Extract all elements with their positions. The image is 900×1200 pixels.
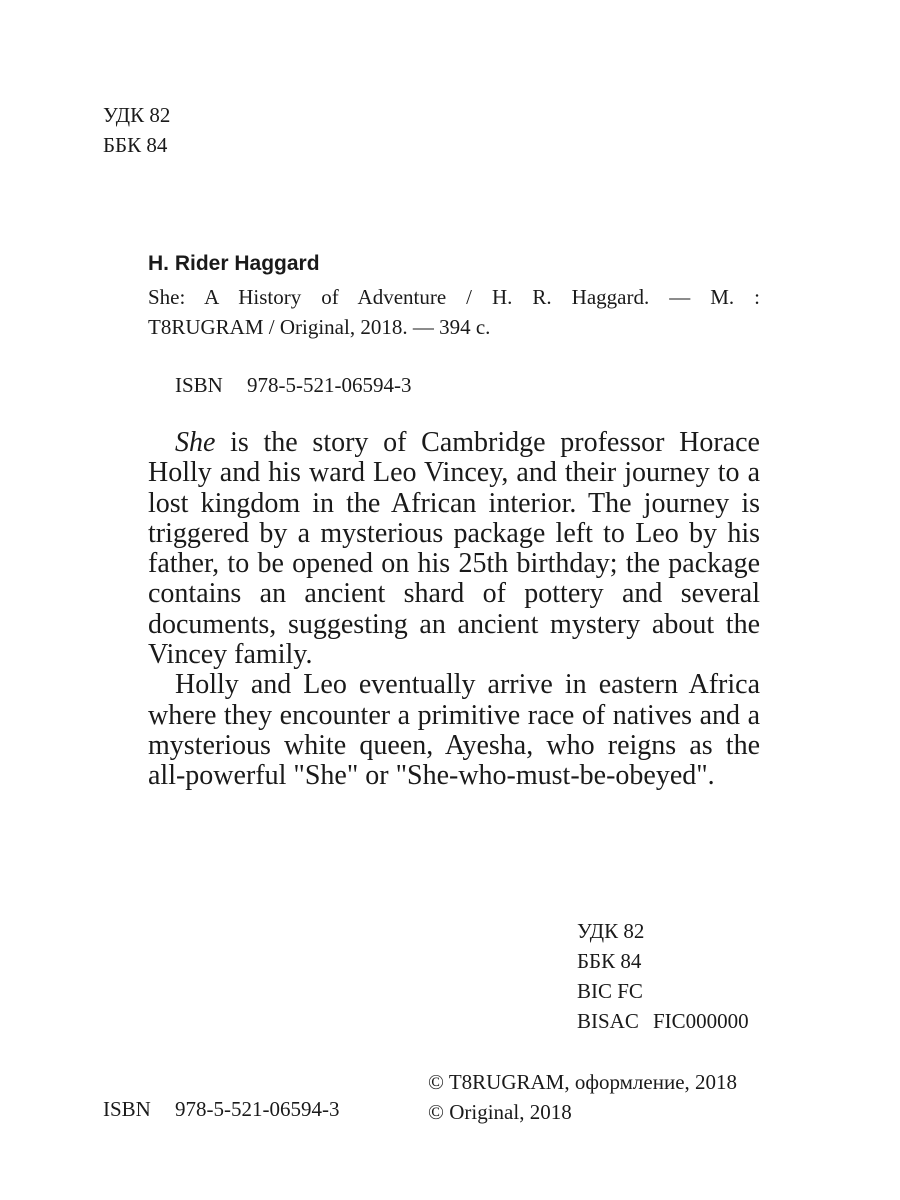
isbn-label: ISBN: [175, 373, 223, 397]
annotation-paragraph-1-text: is the story of Cambridge professor Horace Holly and his ward Leo Vincey, and their journey to a lost kingdom in the African interior. The journey is triggered by a mysterious package left to Leo by his father, to be opened on his 25th birthday; the package contains an ancient shard of pottery and several documents, suggesting an ancient mystery about the Vincey family.: [148, 427, 760, 671]
biblio-title-line: She: A History of Adventure / H. R. Haggard. — M. :: [148, 285, 760, 309]
isbn-label-bottom: ISBN: [103, 1097, 151, 1121]
bbk-code-bottom: ББК 84: [577, 949, 642, 973]
copyright-original: © Original, 2018: [428, 1100, 572, 1124]
isbn-main: [175, 373, 411, 398]
bibliographic-description: [148, 282, 760, 342]
bic-code: BIC FC: [577, 979, 643, 1003]
annotation-paragraph-1: [148, 428, 760, 670]
isbn-bottom: [103, 1097, 339, 1122]
udk-code: УДК 82: [103, 103, 171, 127]
isbn-value: 978-5-521-06594-3: [247, 373, 412, 397]
bisac-code: [577, 1006, 749, 1036]
book-annotation: [148, 428, 760, 792]
udk-code-bottom: УДК 82: [577, 919, 645, 943]
annotation-title-italic: She: [175, 427, 216, 458]
isbn-value-bottom: 978-5-521-06594-3: [175, 1097, 340, 1121]
annotation-paragraph-2: Holly and Leo eventually arrive in eastern Africa where they encounter a primitive race of natives and a mysterious white queen, Ayesha, who reigns as the all-powerful "She" or "She-who-must-be-obeyed".: [148, 669, 760, 792]
top-classification-codes: [103, 100, 170, 160]
copyright-publisher: © T8RUGRAM, оформление, 2018: [428, 1070, 738, 1094]
bottom-classification-codes: [577, 916, 749, 1036]
bbk-code: ББК 84: [103, 133, 168, 157]
copyright-notices: [428, 1067, 737, 1127]
author-name: H. Rider Haggard: [148, 252, 320, 275]
bisac-value: FIC000000: [653, 1009, 749, 1033]
biblio-publisher-line: T8RUGRAM / Original, 2018. — 394 с.: [148, 315, 491, 339]
bisac-label: BISAC: [577, 1009, 639, 1033]
